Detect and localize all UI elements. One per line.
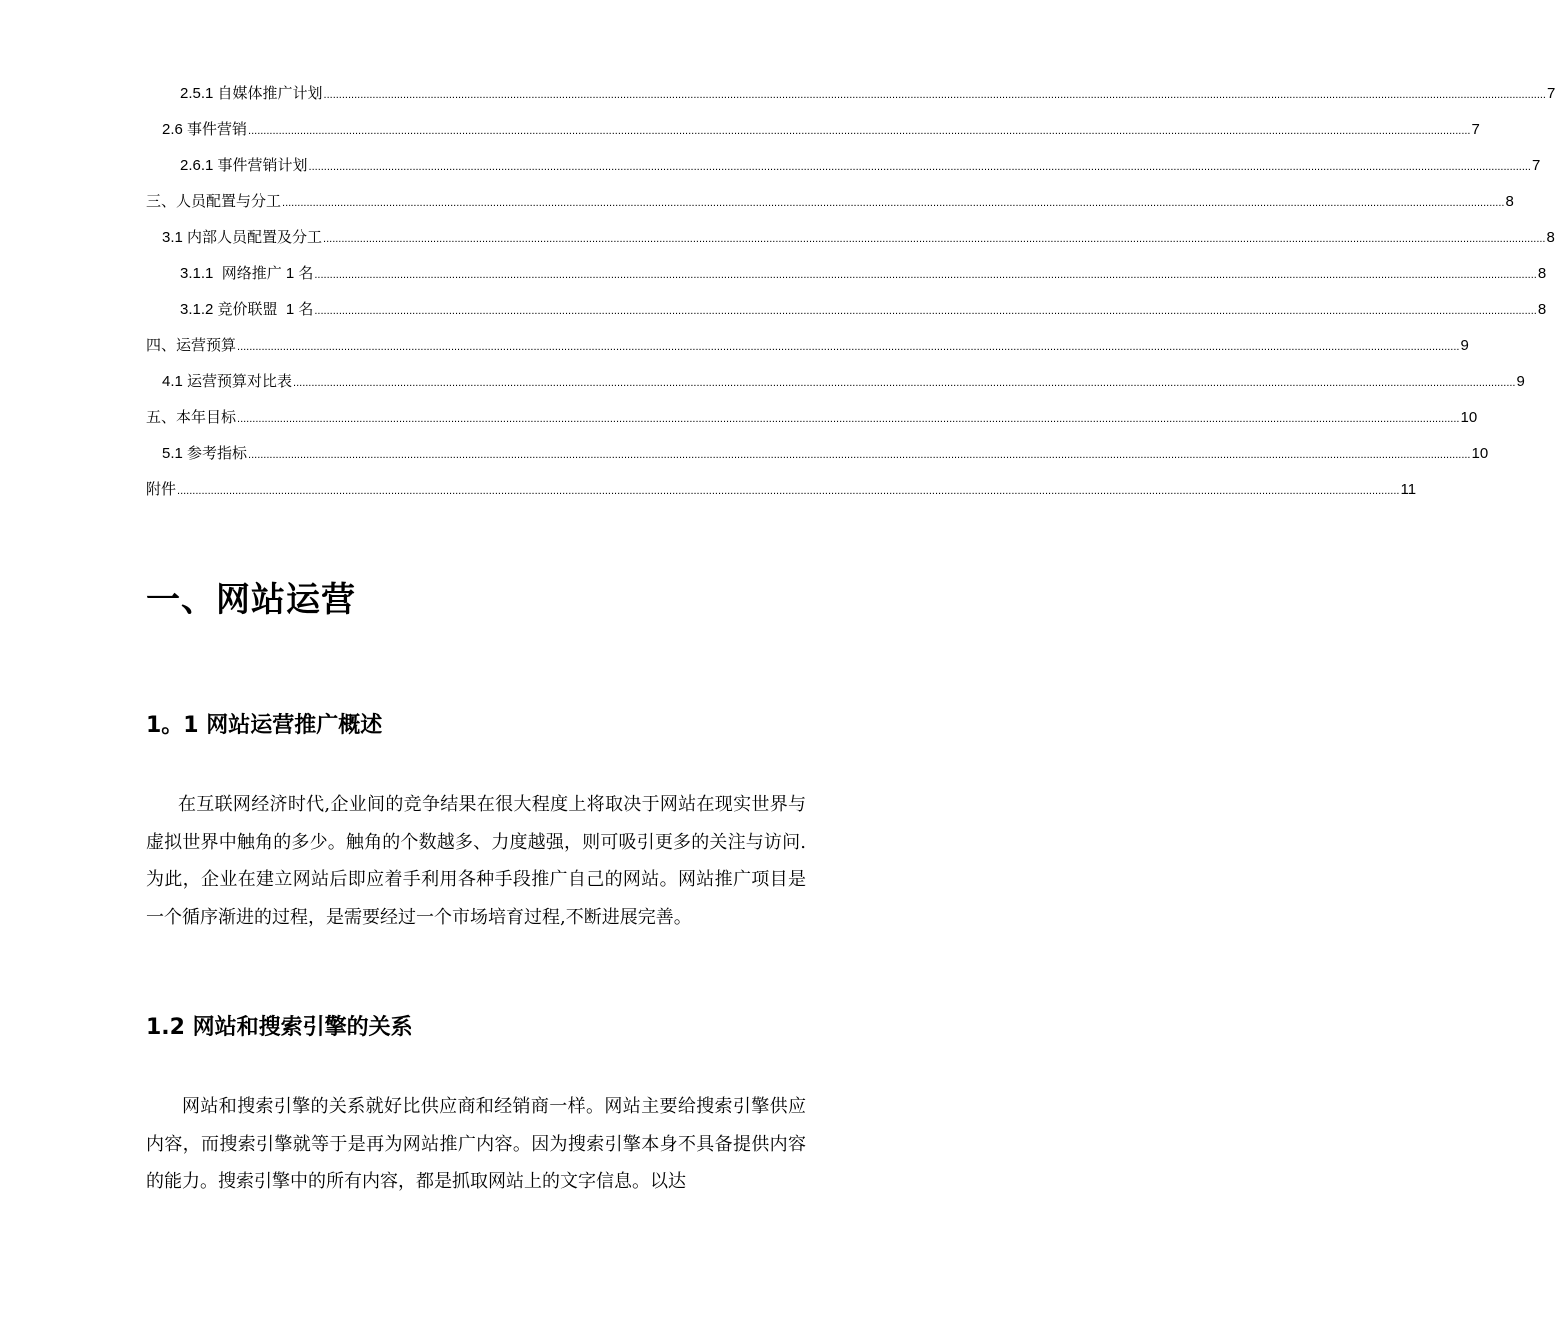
- toc-entry[interactable]: [146, 478, 1417, 514]
- toc-entry[interactable]: [146, 118, 1480, 154]
- toc-entry[interactable]: [146, 370, 1525, 406]
- table-of-contents: [146, 82, 1555, 514]
- toc-entry-page: 8: [1537, 265, 1547, 282]
- toc-leader-dots: ................................................................................................................................................................................................................................................................................................................................................................................................................: [237, 341, 1460, 353]
- section-heading: 一、网站运营: [146, 580, 356, 620]
- toc-entry-title: 5.1 参考指标: [162, 445, 248, 462]
- toc-leader-dots: ................................................................................................................................................................................................................................................................................................................................................................................................................: [314, 269, 1537, 281]
- toc-leader-dots: ................................................................................................................................................................................................................................................................................................................................................................................................................: [293, 377, 1516, 389]
- toc-entry-page: 7: [1547, 85, 1555, 102]
- toc-entry[interactable]: [146, 226, 1555, 262]
- toc-entry-title: 3.1 内部人员配置及分工: [162, 229, 323, 246]
- toc-entry-title: 三、人员配置与分工: [146, 193, 282, 210]
- toc-leader-dots: ................................................................................................................................................................................................................................................................................................................................................................................................................: [314, 305, 1537, 317]
- toc-entry-title: 3.1.2 竞价联盟 1 名: [180, 301, 314, 318]
- toc-entry-page: 8: [1546, 229, 1555, 246]
- subsection-heading: 1。1 网站运营推广概述: [146, 713, 383, 738]
- toc-entry-title: 2.6.1 事件营销计划: [180, 157, 308, 174]
- toc-entry-page: 10: [1460, 409, 1478, 426]
- toc-entry-page: 10: [1471, 445, 1489, 462]
- toc-entry-page: 11: [1400, 481, 1417, 498]
- toc-leader-dots: ................................................................................................................................................................................................................................................................................................................................................................................................................: [282, 197, 1505, 209]
- toc-entry[interactable]: [146, 442, 1489, 478]
- toc-leader-dots: ................................................................................................................................................................................................................................................................................................................................................................................................................: [177, 485, 1400, 497]
- toc-entry-page: 8: [1537, 301, 1547, 318]
- toc-entry-title: 3.1.1 网络推广 1 名: [180, 265, 314, 282]
- toc-entry[interactable]: [146, 406, 1478, 442]
- toc-entry-page: 7: [1471, 121, 1480, 138]
- toc-entry-page: 9: [1460, 337, 1469, 354]
- toc-leader-dots: ................................................................................................................................................................................................................................................................................................................................................................................................................: [248, 125, 1471, 137]
- toc-entry-title: 4.1 运营预算对比表: [162, 373, 293, 390]
- toc-entry-title: 四、运营预算: [146, 337, 237, 354]
- toc-leader-dots: ................................................................................................................................................................................................................................................................................................................................................................................................................: [237, 413, 1460, 425]
- toc-entry-title: 2.6 事件营销: [162, 121, 248, 138]
- body-paragraph: 在互联网经济时代,企业间的竞争结果在很大程度上将取决于网站在现实世界与虚拟世界中触角的多少。触角的个数越多、力度越强，则可吸引更多的关注与访问.为此，企业在建立网站后即应着手利用各种手段推广自己的网站。网站推广项目是一个循序渐进的过程，是需要经过一个市场培育过程,不断进展完善。: [146, 794, 806, 928]
- body-paragraph: 网站和搜索引擎的关系就好比供应商和经销商一样。网站主要给搜索引擎供应内容，而搜索引擎就等于是再为网站推广内容。因为搜索引擎本身不具备提供内容的能力。搜索引擎中的所有内容，都是抓取网站上的文字信息。以达: [146, 1096, 806, 1192]
- toc-entry[interactable]: [146, 298, 1547, 334]
- toc-entry-title: 五、本年目标: [146, 409, 237, 426]
- toc-entry[interactable]: [146, 154, 1541, 190]
- subsection-heading: 1.2 网站和搜索引擎的关系: [146, 1015, 413, 1040]
- toc-entry-page: 9: [1516, 373, 1525, 390]
- toc-leader-dots: ................................................................................................................................................................................................................................................................................................................................................................................................................: [248, 449, 1471, 461]
- toc-leader-dots: ................................................................................................................................................................................................................................................................................................................................................................................................................: [308, 161, 1531, 173]
- toc-leader-dots: ................................................................................................................................................................................................................................................................................................................................................................................................................: [323, 89, 1546, 101]
- toc-entry[interactable]: [146, 334, 1469, 370]
- toc-entry[interactable]: [146, 82, 1555, 118]
- toc-entry[interactable]: [146, 190, 1514, 226]
- toc-entry[interactable]: [146, 262, 1547, 298]
- toc-entry-title: 2.5.1 自媒体推广计划: [180, 85, 323, 102]
- toc-entry-page: 7: [1532, 157, 1541, 174]
- toc-leader-dots: ................................................................................................................................................................................................................................................................................................................................................................................................................: [323, 233, 1546, 245]
- toc-entry-title: 附件: [146, 481, 177, 498]
- toc-entry-page: 8: [1505, 193, 1514, 210]
